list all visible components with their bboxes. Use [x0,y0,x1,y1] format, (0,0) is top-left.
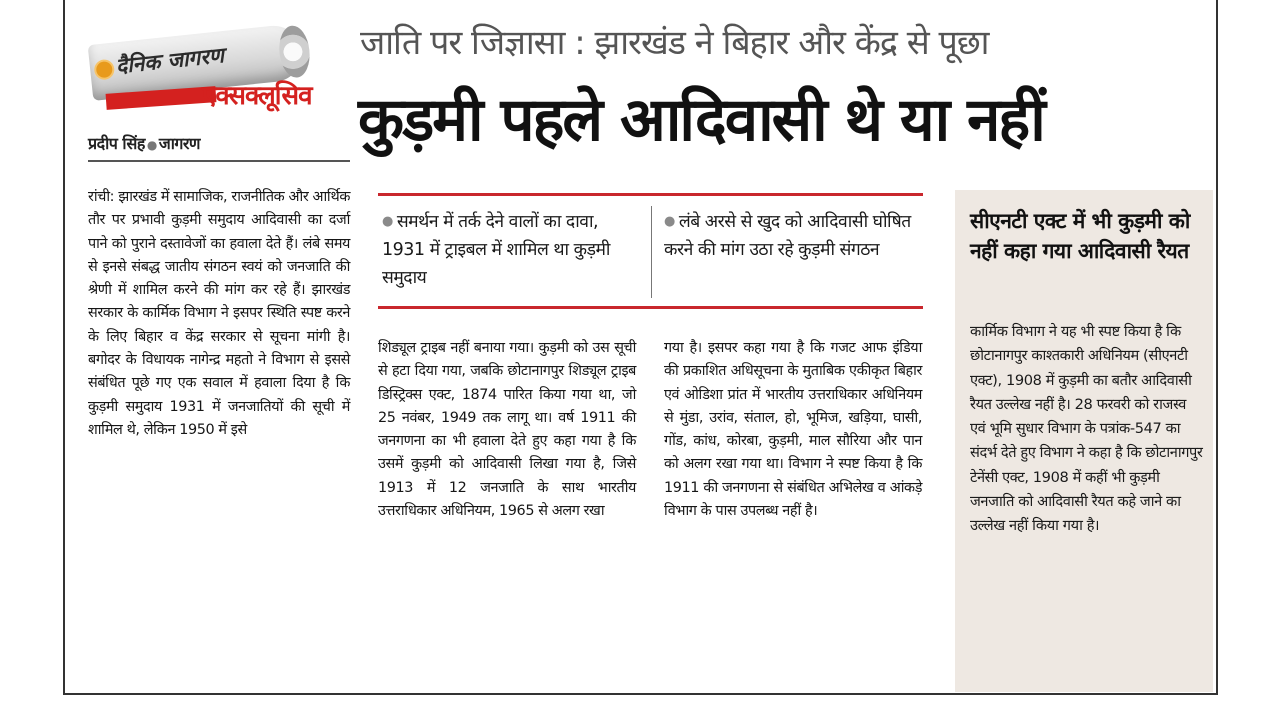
highlight-top-rule [378,193,923,196]
sidebar-title: सीएनटी एक्ट में भी कुड़मी को नहीं कहा गया आदिवासी रैयत [970,209,1190,263]
dainik-jagran-logo [86,20,348,124]
byline-rule [88,160,350,162]
sidebar-text: कार्मिक विभाग ने यह भी स्पष्ट किया है कि छोटानागपुर काश्तकारी अधिनियम (सीएनटी एक्ट), 1908 में कुड़मी का बतौर आदिवासी रैयत उल्लेख नहीं है। 28 फरवरी को राजस्व एवं भूमि सुधार विभाग के पत्रांक-547 का संदर्भ देते हुए विभाग ने कहा है कि छोटानागपुर टेनेंसी एक्ट, 1908 में कहीं भी कुड़मी जनजाति को आदिवासी रैयत कहे जाने का उल्लेख नहीं किया गया है। [970,323,1203,535]
paper-name: दैनिक जागरण [114,42,225,79]
byline [88,132,200,154]
byline-source: जागरण [158,134,200,153]
byline-author: प्रदीप सिंह [88,134,145,153]
byline-dot-icon: ● [146,138,157,152]
main-headline: कुड़मी पहले आदिवासी थे या नहीं [358,85,1044,155]
body-column-2: शिड्यूल ट्राइब नहीं बनाया गया। कुड़मी को उस सूची से हटा दिया गया, जबकि छोटानागपुर शिड्यूल ट्राइब डिस्ट्रिक्स एक्ट, 1874 पारित किया गया था, जो 25 नवंबर, 1949 तक लागू था। वर्ष 1911 की जनगणना का भी हवाला देते हुए कहा गया है कि उसमें कुड़मी को आदिवासी लिखा गया है, जिसे 1913 में 12 जनजाति के साथ भारतीय उत्तराधिकार अधिनियम, 1965 से अलग रखा [378,340,636,520]
highlight-bottom-rule [378,306,923,309]
sun-emblem-icon [96,61,114,79]
highlight-1-text: समर्थन में तर्क देने वालों का दावा, 1931 में ट्राइबल में शामिल था कुड़मी समुदाय [382,212,610,288]
roll-end-graphic [277,24,312,79]
highlight-2-text: लंबे अरसे से खुद को आदिवासी घोषित करने की मांग उठा रहे कुड़मी संगठन [664,212,911,260]
kicker-headline: जाति पर जिज्ञासा : झारखंड ने बिहार और केंद्र से पूछा [360,23,989,63]
highlight-2 [664,208,922,264]
body-column-1: रांची: झारखंड में सामाजिक, राजनीतिक और आर्थिक तौर पर प्रभावी कुड़मी समुदाय आदिवासी का दर्जा पाने को पुराने दस्तावेजों का हवाला देते हैं। लंबे समय से इनसे संबद्ध जातीय संगठन स्वयं को जनजाति की श्रेणी में शामिल करने की मांग कर रहे हैं। झारखंड सरकार के कार्मिक विभाग ने इसपर स्थिति स्पष्ट करने के लिए बिहार व केंद्र सरकार से सूचना मांगी है। बगोदर के विधायक नागेन्द्र महतो ने विभाग से इससे संबंधित पूछे गए एक सवाल में हवाला दिया है कि कुड़मी समुदाय 1931 में जनजातियों की सूची में शामिल थे, लेकिन 1950 में इसे [88,189,350,438]
bullet-icon: ● [664,214,675,229]
bullet-icon: ● [382,214,393,229]
exclusive-label: एक्सक्लूसिव [202,81,312,111]
body-column-3: गया है। इसपर कहा गया है कि गजट आफ इंडिया की प्रकाशित अधिसूचना के मुताबिक एकीकृत बिहार एवं ओडिशा प्रांत में भारतीय उत्तराधिकार अधिनियम से मुंडा, उरांव, संताल, हो, भूमिज, खड़िया, घासी, गोंड, कांध, कोरबा, कुड़मी, माल सौरिया और पान को अलग रखा गया था। विभाग ने स्पष्ट किया है कि 1911 की जनगणना से संबंधित अभिलेख व आंकड़े विभाग के पास उपलब्ध नहीं है। [664,340,922,520]
highlight-1 [382,208,644,292]
highlight-divider [651,206,652,298]
